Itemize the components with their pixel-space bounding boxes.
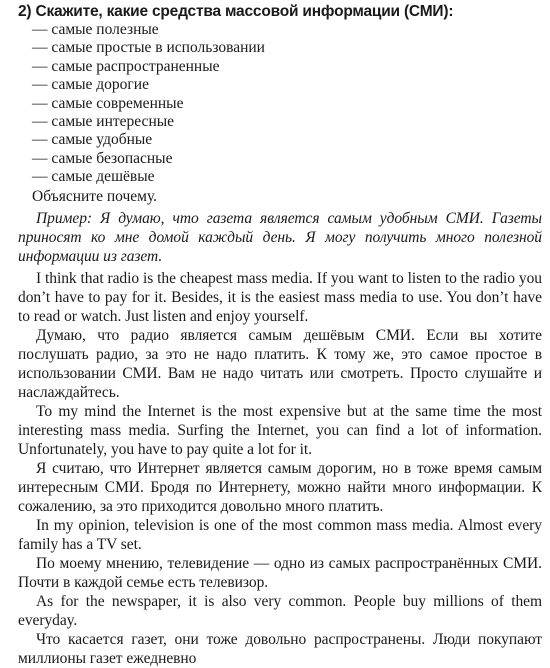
list-item: — самые удобные (32, 131, 153, 149)
list-item: — самые полезные (32, 21, 159, 38)
paragraph-english-radio: I think that radio is the cheapest mass media. If you want to listen to the radio you don’t have to pay for it. Besides, it is the easiest mass media to use. You don’t have to read or watch. Just listen and enjoy yourself. (18, 269, 542, 325)
list-item: — самые безопасные (32, 149, 173, 167)
list-item: — самые простые в использовании (32, 39, 265, 57)
list-item: — самые дорогие (32, 76, 149, 94)
task-title: 2) Скажите, какие средства массовой информации (СМИ): (18, 3, 454, 20)
paragraph-english-television: In my opinion, television is one of the most common mass media. Almost every family has a TV set. (18, 516, 542, 553)
list-item: — самые распространенные (32, 57, 220, 75)
task-instruction: Объясните почему. (32, 187, 158, 205)
paragraph-english-internet: To my mind the Internet is the most expensive but at the same time the most interesting mass media. Surfing the Internet, you can find a lot of information. Unfortunately, you have to pay quite a lot for it. (18, 402, 542, 458)
example-paragraph: Пример: Я думаю, что газета является самым удобным СМИ. Газеты приносят ко мне домой каждый день. Я могу получить много полезной информации из газет. (18, 209, 542, 265)
list-item: — самые дешёвые (32, 168, 155, 186)
option-list (18, 21, 542, 187)
paragraph-russian-television: По моему мнению, телевидение — одно из самых распространённых СМИ. Почти в каждой семье есть телевизор. (18, 554, 542, 591)
list-item: — самые интересные (32, 113, 175, 131)
list-item: — самые современные (32, 94, 184, 112)
paragraph-russian-radio: Думаю, что радио является самым дешёвым СМИ. Если вы хотите послушать радио, за это не надо платить. К тому же, это самое простое в использовании СМИ. Вам не надо читать или смотреть. Просто слушайте и наслаждайтесь. (18, 326, 542, 401)
paragraph-english-newspaper: As for the newspaper, it is also very common. People buy millions of them everyday. (18, 592, 542, 629)
paragraph-russian-internet: Я считаю, что Интернет является самым дорогим, но в тоже время самым интересным СМИ. Бродя по Интернету, можно найти много информации. К сожалению, за это приходится довольно много платить. (18, 459, 542, 515)
paragraph-russian-newspaper: Что касается газет, они тоже довольно распространены. Люди покупают миллионы газет ежедневно (18, 630, 542, 667)
